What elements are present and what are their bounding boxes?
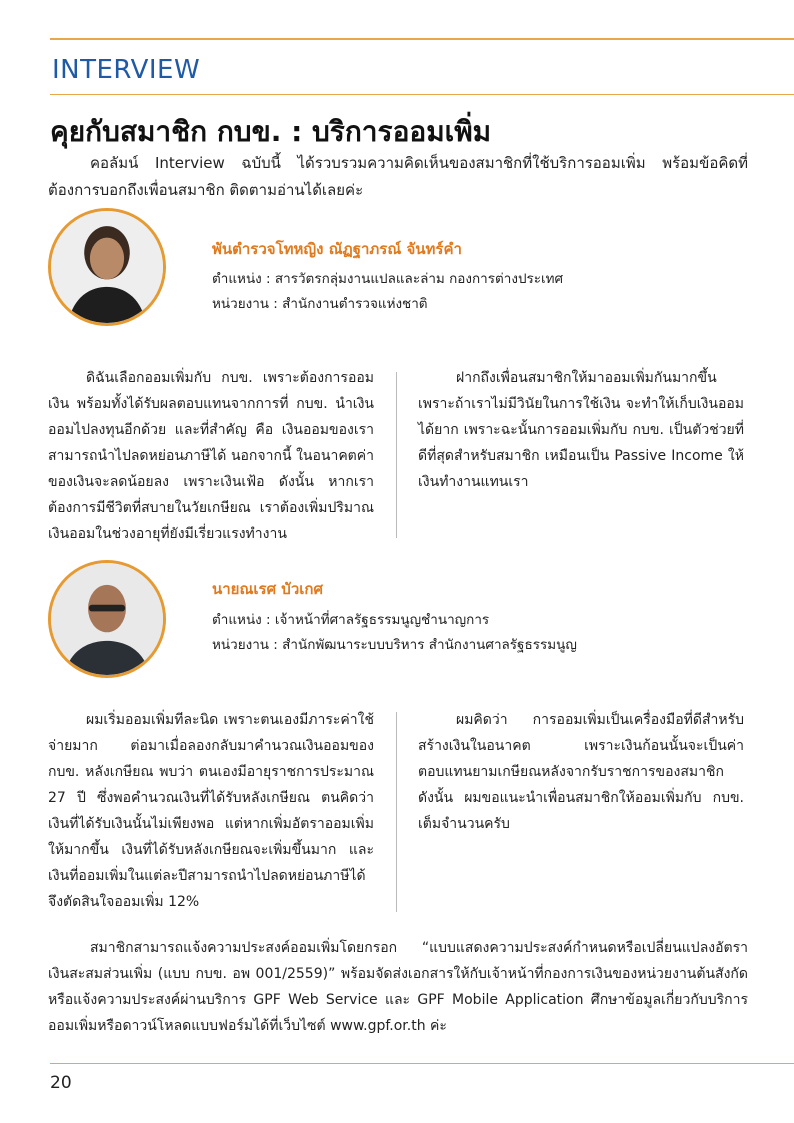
interviewee-1-answer-left: ดิฉันเลือกออมเพิ่มกับ กบข. เพราะต้องการออมเงิน พร้อมทั้งได้รับผลตอบแทนจากการที่ กบข. นำเงินออมไปลงทุนอีกด้วย และที่สำคัญ คือ เงินออมของเราสามารถนำไปลดหย่อนภาษีได้ นอกจากนี้ ในอนาคตค่าของเงินจะลดน้อยลง เพราะเงินเฟ้อ ดังนั้น หากเราต้องการมีชีวิตที่สบายในวัยเกษียณ เราต้องเพิ่มปริมาณเงินออมในช่วงอายุที่ยังมีเรี่ยวแรงทำงาน (48, 370, 374, 542)
page-title: คุยกับสมาชิก กบข. : บริการออมเพิ่ม (50, 115, 492, 148)
person-portrait-icon (51, 211, 163, 323)
interviewee-agency-2: หน่วยงาน : สำนักพัฒนาระบบบริหาร สำนักงานศาลรัฐธรรมนูญ (212, 637, 577, 653)
interviewee-name-1: พันตำรวจโทหญิง ณัฏฐาภรณ์ จันทร์คำ (212, 240, 462, 258)
closing-paragraph: สมาชิกสามารถแจ้งความประสงค์ออมเพิ่มโดยกรอก “แบบแสดงความประสงค์กำหนดหรือเปลี่ยนแปลงอัตราเงินสะสมส่วนเพิ่ม (แบบ กบข. อพ 001/2559)” พร้อมจัดส่งเอกสารให้กับเจ้าหน้าที่กองการเงินของหน่วยงานต้นสังกัด หรือแจ้งความประสงค์ผ่านบริการ GPF Web Service และ GPF Mobile Application ศึกษาข้อมูลเกี่ยวกับบริการออมเพิ่มหรือดาวน์โหลดแบบฟอร์มได้ที่เว็บไซต์ www.gpf.or.th ค่ะ (48, 940, 748, 1034)
interviewee-2-answer-right: ผมคิดว่า การออมเพิ่มเป็นเครื่องมือที่ดีสำหรับสร้างเงินในอนาคต เพราะเงินก้อนนั้นจะเป็นค่าตอบแทนยามเกษียณหลังจากรับราชการของสมาชิก ดังนั้น ผมขอแนะนำเพื่อนสมาชิกให้ออมเพิ่มกับ กบข. เต็มจำนวนครับ (418, 712, 744, 832)
interviewee-agency-1: หน่วยงาน : สำนักงานตำรวจแห่งชาติ (212, 296, 428, 312)
interviewee-position-2: ตำแหน่ง : เจ้าหน้าที่ศาลรัฐธรรมนูญชำนาญการ (212, 612, 490, 628)
page-number: 20 (50, 1073, 72, 1093)
column-divider-2 (396, 712, 397, 912)
interviewee-1-answer-right: ฝากถึงเพื่อนสมาชิกให้มาออมเพิ่มกันมากขึ้น เพราะถ้าเราไม่มีวินัยในการใช้เงิน จะทำให้เก็บเงินออมได้ยาก เพราะฉะนั้นการออมเพิ่มกับ กบข. เป็นตัวช่วยที่ดีที่สุดสำหรับสมาชิก เหมือนเป็น Passive Income ให้เงินทำงานแทนเรา (418, 370, 744, 490)
person-portrait-icon (51, 563, 163, 675)
interviewee-photo-2 (48, 560, 166, 678)
interviewee-position-1: ตำแหน่ง : สารวัตรกลุ่มงานแปลและล่าม กองการต่างประเทศ (212, 271, 564, 287)
interviewee-2-answer-left: ผมเริ่มออมเพิ่มทีละนิด เพราะตนเองมีภาระค่าใช้จ่ายมาก ต่อมาเมื่อลองกลับมาคำนวณเงินออมของ กบข. หลังเกษียณ พบว่า ตนเองมีอายุราชการประมาณ 27 ปี ซึ่งพอคำนวณเงินที่ได้รับหลังเกษียณ ตนคิดว่าเงินที่ได้รับเงินนั้นไม่เพียงพอ แต่หากเพิ่มอัตราออมเพิ่มให้มากขึ้น เงินที่ได้รับหลังเกษียณจะเพิ่มขึ้นมาก และเงินที่ออมเพิ่มในแต่ละปีสามารถนำไปลดหย่อนภาษีได้ จึงตัดสินใจออมเพิ่ม 12% (48, 712, 374, 910)
header-rule (50, 94, 794, 95)
section-label: INTERVIEW (52, 55, 201, 85)
interviewee-name-2: นายณเรศ บัวเกศ (212, 580, 323, 598)
footer-rule (50, 1063, 794, 1064)
intro-paragraph: คอลัมน์ Interview ฉบับนี้ ได้รวบรวมความคิดเห็นของสมาชิกที่ใช้บริการออมเพิ่ม พร้อมข้อคิดที่ต้องการบอกถึงเพื่อนสมาชิก ติดตามอ่านได้เลยค่ะ (48, 154, 748, 199)
column-divider-1 (396, 372, 397, 538)
interviewee-photo-1 (48, 208, 166, 326)
top-rule (50, 38, 794, 40)
